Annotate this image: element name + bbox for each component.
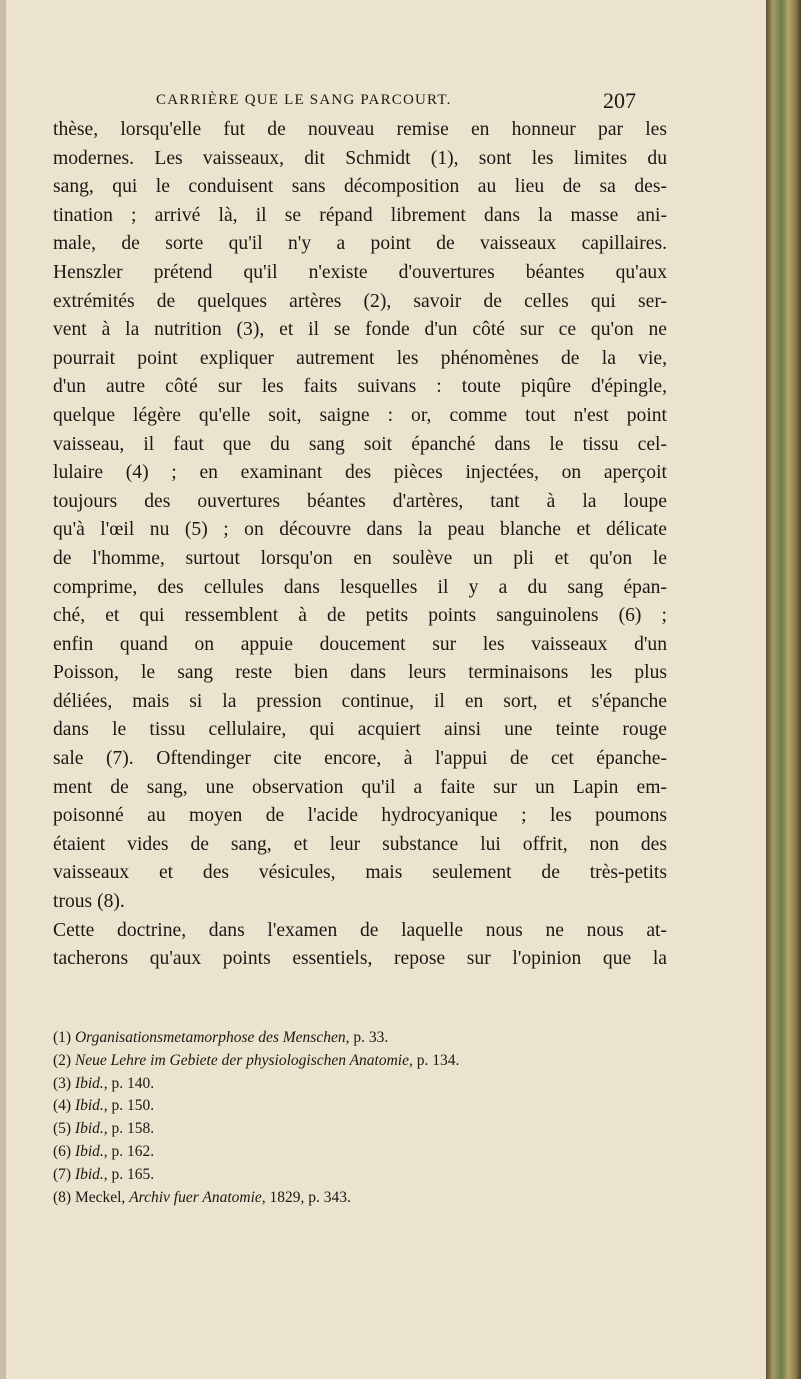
book-page	[6, 0, 766, 1379]
footnote	[53, 1118, 667, 1141]
book-spine-edge	[766, 0, 801, 1379]
footnote-author: Meckel,	[71, 1188, 130, 1206]
footnote-title: Ibid.,	[74, 1142, 108, 1160]
footnote-reference: p. 33.	[349, 1029, 389, 1046]
page-header	[156, 88, 636, 114]
text-line: vaisseaux et des vésicules, mais seulement de très-petits	[53, 862, 667, 884]
text-line: Cette doctrine, dans l'examen de laquelle nous ne nous at-	[53, 919, 667, 941]
text-line: vent à la nutrition (3), et il se fonde d'un côté sur ce qu'on ne	[53, 319, 667, 341]
text-line: d'un autre côté sur les faits suivans : toute piqûre d'épingle,	[53, 376, 667, 398]
page-number: 207	[603, 88, 636, 113]
text-line: Poisson, le sang reste bien dans leurs terminaisons les plus	[53, 662, 667, 684]
footnote-title: Archiv fuer Anatomie,	[129, 1188, 266, 1206]
text-line: dans le tissu cellulaire, qui acquiert ainsi une teinte rouge	[53, 719, 667, 741]
text-line: pourrait point expliquer autrement les phénomènes de la vie,	[53, 347, 667, 369]
footnote-title: Ibid.,	[74, 1165, 108, 1183]
footnote-reference: p. 165.	[107, 1165, 155, 1183]
footnotes	[53, 1027, 667, 1209]
footnote-title: Organisationsmetamorphose des Menschen,	[74, 1029, 350, 1046]
text-line: thèse, lorsqu'elle fut de nouveau remise en honneur par les	[53, 119, 667, 140]
text-line: ché, et qui ressemblent à de petits points sanguinolens (6) ;	[53, 605, 667, 627]
text-line: sale (7). Oftendinger cite encore, à l'appui de cet épanche-	[53, 748, 667, 770]
text-line: extrémités de quelques artères (2), savoir de celles qui ser-	[53, 290, 667, 312]
footnote	[53, 1095, 667, 1118]
footnote-reference: p. 162.	[107, 1142, 155, 1160]
text-line: enfin quand on appuie doucement sur les vaisseaux d'un	[53, 633, 667, 655]
footnote-number: (1)	[53, 1029, 72, 1046]
footnote	[53, 1141, 667, 1164]
text-line: qu'à l'œil nu (5) ; on découvre dans la peau blanche et délicate	[53, 519, 667, 541]
text-line: trous (8).	[53, 891, 125, 913]
footnote-number: (8)	[53, 1188, 72, 1206]
footnote	[53, 1164, 667, 1187]
text-line: déliées, mais si la pression continue, il en sort, et s'épanche	[53, 690, 667, 712]
footnote-number: (6)	[53, 1142, 72, 1160]
footnote	[53, 1187, 667, 1210]
body-text	[53, 116, 667, 974]
footnote-reference: 1829, p. 343.	[265, 1188, 351, 1206]
footnote-reference: p. 140.	[107, 1074, 155, 1092]
text-line: Henszler prétend qu'il n'existe d'ouvertures béantes qu'aux	[53, 261, 667, 283]
footnote-reference: p. 134.	[412, 1051, 460, 1069]
footnote	[53, 1050, 667, 1073]
text-line: toujours des ouvertures béantes d'artères, tant à la loupe	[53, 490, 667, 512]
footnote-title: Ibid.,	[74, 1120, 108, 1138]
text-line: poisonné au moyen de l'acide hydrocyanique ; les poumons	[53, 805, 667, 827]
text-line: tacherons qu'aux points essentiels, repose sur l'opinion que la	[53, 948, 667, 970]
text-line: étaient vides de sang, et leur substance lui offrit, non des	[53, 833, 667, 855]
text-line: de l'homme, surtout lorsqu'on en soulève un pli et qu'on le	[53, 547, 667, 569]
footnote	[53, 1027, 667, 1050]
running-head: CARRIÈRE QUE LE SANG PARCOURT.	[156, 92, 452, 108]
text-line: vaisseau, il faut que du sang soit épanché dans le tissu cel-	[53, 433, 667, 455]
footnote-reference: p. 158.	[107, 1120, 155, 1138]
footnote-reference: p. 150.	[107, 1097, 155, 1115]
footnote-title: Neue Lehre im Gebiete der physiologischen Anatomie,	[74, 1051, 413, 1069]
footnote-title: Ibid.,	[74, 1097, 108, 1115]
text-line: sang, qui le conduisent sans décomposition au lieu de sa des-	[53, 176, 667, 198]
text-line: comprime, des cellules dans lesquelles il y a du sang épan-	[53, 576, 667, 598]
footnote-number: (5)	[53, 1120, 72, 1138]
footnote-number: (3)	[53, 1074, 72, 1092]
text-line: male, de sorte qu'il n'y a point de vaisseaux capillaires.	[53, 233, 667, 255]
footnote-number: (7)	[53, 1165, 72, 1183]
footnote-number: (4)	[53, 1097, 72, 1115]
text-line: ment de sang, une observation qu'il a faite sur un Lapin em-	[53, 776, 667, 798]
footnote	[53, 1073, 667, 1096]
footnote-number: (2)	[53, 1051, 72, 1069]
text-line: lulaire (4) ; en examinant des pièces injectées, on aperçoit	[53, 462, 667, 484]
text-line: modernes. Les vaisseaux, dit Schmidt (1), sont les limites du	[53, 147, 667, 169]
text-line: quelque légère qu'elle soit, saigne : or, comme tout n'est point	[53, 404, 667, 426]
footnote-title: Ibid.,	[74, 1074, 108, 1092]
text-line: tination ; arrivé là, il se répand librement dans la masse ani-	[53, 204, 667, 226]
